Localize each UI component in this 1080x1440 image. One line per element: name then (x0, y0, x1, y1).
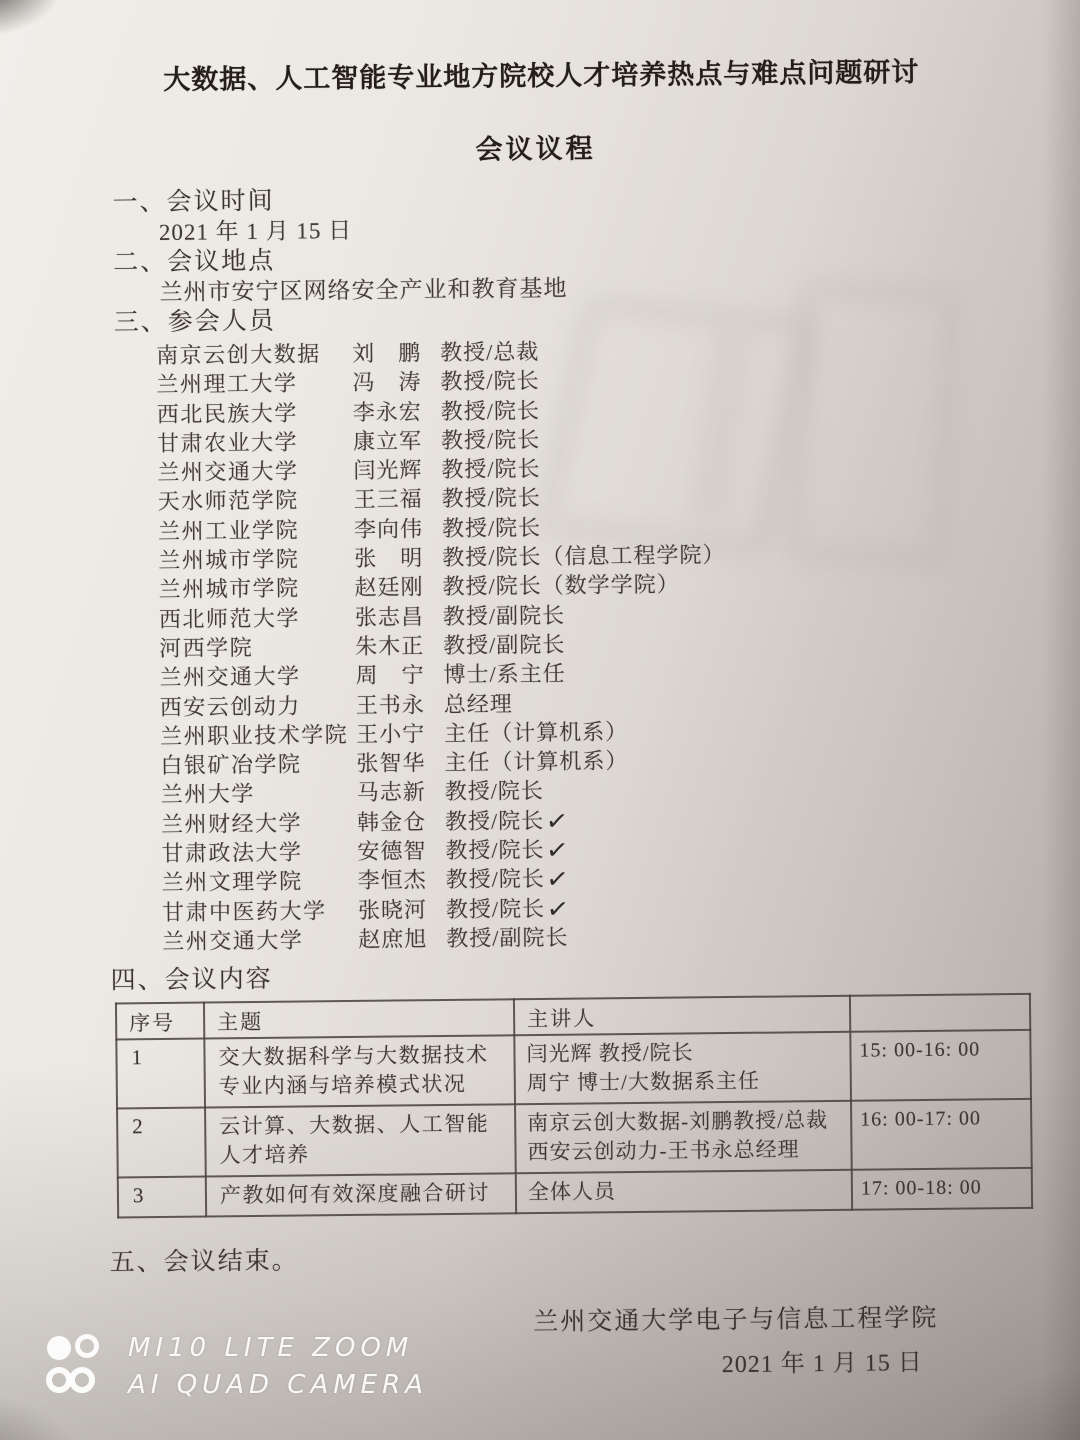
section-heading-participants: 三、参会人员 (113, 307, 276, 337)
agenda-speaker-line: 西安云创动力-王书永总经理 (527, 1137, 800, 1165)
agenda-row-speakers (516, 1170, 852, 1214)
section-heading-meeting-place: 二、会议地点 (113, 247, 276, 277)
agenda-row-no: 1 (116, 1039, 205, 1109)
participant-title: 教授/院长 (444, 807, 545, 834)
camera-watermark-text (128, 1330, 428, 1404)
participant-name: 张志昌 (354, 603, 425, 630)
signature-org: 兰州交通大学电子与信息工程学院 (533, 1305, 939, 1337)
participant-org: 西北师范大学 (158, 605, 301, 632)
agenda-speaker-line: 闫光辉 教授/院长 (526, 1040, 694, 1067)
handwritten-checkmark: ✓ (544, 863, 571, 897)
handwritten-checkmark: ✓ (544, 805, 570, 838)
section-heading-content: 四、会议内容 (110, 966, 273, 995)
participant-title: 教授/院长 (445, 866, 545, 893)
participant-title: 教授/院长 (441, 456, 541, 483)
participant-org: 兰州财经大学 (160, 810, 303, 837)
participant-name: 张 明 (354, 545, 424, 572)
participant-title: 教授/副院长 (446, 924, 569, 951)
agenda-col-time (850, 994, 1030, 1032)
agenda-row (118, 1168, 1032, 1218)
participant-title: 教授/副院长 (442, 602, 566, 629)
participant-name: 李向伟 (353, 515, 424, 542)
camera-watermark-line2: AI QUAD CAMERA (128, 1370, 428, 1400)
agenda-col-topic: 主题 (204, 1000, 514, 1039)
camera-watermark (44, 1330, 428, 1404)
agenda-speaker-line: 南京云创大数据-刘鹏教授/总裁 (527, 1108, 829, 1136)
agenda-table (115, 993, 1033, 1219)
participant-title: 教授/院长（数学学院） (442, 571, 680, 600)
participant-org: 河西学院 (159, 634, 254, 661)
participant-name: 王书永 (355, 691, 425, 718)
participant-title: 主任（计算机系） (444, 718, 629, 746)
document-subtitle: 会议议程 (475, 133, 596, 165)
participant-org: 兰州理工大学 (156, 370, 298, 398)
participant-org: 兰州城市学院 (158, 575, 300, 603)
participant-org: 天水师范学院 (157, 487, 299, 515)
agenda-topic-line: 交大数据科学与大数据技术 (218, 1042, 489, 1070)
participant-name: 马志新 (356, 779, 426, 806)
participant-name: 张晓河 (357, 896, 428, 923)
agenda-topic-line: 产教如何有效深度融合研讨 (219, 1180, 491, 1208)
participant-name: 王小宁 (356, 721, 426, 747)
participant-org: 兰州交通大学 (159, 663, 301, 691)
participant-org: 甘肃农业大学 (156, 429, 299, 456)
participant-name: 张智华 (356, 750, 426, 777)
agenda-row-speakers (515, 1101, 852, 1174)
agenda-col-no: 序号 (116, 1003, 204, 1040)
agenda-row-no: 3 (118, 1177, 206, 1218)
participant-org: 南京云创大数据 (156, 341, 321, 368)
handwritten-checkmark: ✓ (544, 834, 570, 868)
signature-date: 2021 年 1 月 15 日 (721, 1350, 923, 1379)
participant-name: 朱木正 (355, 633, 425, 659)
participant-org: 西安云创动力 (159, 693, 301, 720)
participant-org: 甘肃政法大学 (161, 839, 303, 867)
handwritten-checkmark: ✓ (545, 893, 571, 926)
camera-watermark-line1: MI10 LITE ZOOM (128, 1333, 414, 1363)
agenda-row (117, 1099, 1032, 1178)
agenda-row-time: 16: 00-17: 00 (851, 1099, 1032, 1170)
participant-name: 周 宁 (355, 662, 425, 689)
participant-title: 教授/院长 (441, 485, 541, 512)
participant-title: 教授/院长 (444, 778, 544, 805)
participant-list (114, 332, 1022, 957)
meeting-place-value: 兰州市安宁区网络安全产业和教育基地 (159, 275, 568, 305)
participant-org: 兰州文理学院 (161, 868, 303, 896)
participant-title: 教授/总裁 (440, 338, 540, 366)
agenda-topic-line: 专业内涵与培养模式状况 (218, 1072, 467, 1099)
participant-name: 康立军 (352, 428, 423, 454)
participant-name: 李恒杰 (357, 867, 427, 894)
agenda-speaker-line: 周宁 博士/大数据系主任 (526, 1068, 761, 1096)
agenda-topic-line: 云计算、大数据、人工智能 (219, 1111, 490, 1139)
mi-quad-camera-logo (44, 1334, 106, 1398)
agenda-row-topic (204, 1036, 515, 1108)
participant-org: 兰州职业技术学院 (160, 721, 349, 749)
agenda-table-body (116, 1030, 1032, 1218)
participant-org: 兰州城市学院 (158, 546, 300, 574)
participant-title: 教授/院长 (440, 426, 541, 453)
participant-title: 总经理 (443, 690, 513, 717)
agenda-row-topic (206, 1174, 516, 1217)
agenda-row-no: 2 (117, 1108, 206, 1178)
participant-title: 教授/院长 (440, 397, 541, 424)
agenda-row-time: 17: 00-18: 00 (852, 1168, 1032, 1210)
participant-title: 教授/院长 (445, 895, 546, 922)
section-heading-meeting-time: 一、会议时间 (112, 187, 275, 217)
participant-name: 闫光辉 (353, 457, 423, 484)
participant-title: 博士/系主任 (443, 660, 566, 688)
agenda-topic-line: 人才培养 (219, 1142, 310, 1168)
participant-org: 兰州大学 (160, 781, 255, 808)
participant-org: 兰州交通大学 (162, 927, 304, 954)
document-title: 大数据、人工智能专业地方院校人才培养热点与难点问题研讨 (163, 56, 920, 95)
participant-org: 白银矿冶学院 (160, 751, 302, 779)
participant-title: 主任（计算机系） (444, 748, 629, 776)
participant-name: 安德智 (357, 838, 427, 864)
participant-title: 教授/院长 (445, 837, 545, 864)
participant-org: 西北民族大学 (156, 400, 298, 427)
participant-title: 教授/副院长 (443, 631, 566, 658)
agenda-row (116, 1030, 1031, 1109)
participant-name: 刘 鹏 (352, 340, 422, 366)
agenda-speaker-line: 全体人员 (527, 1179, 617, 1205)
participant-title: 教授/院长 (440, 368, 540, 395)
participant-name: 赵庶旭 (358, 926, 428, 952)
meeting-time-value: 2021 年 1 月 15 日 (158, 217, 353, 245)
section-heading-closing: 五、会议结束。 (109, 1247, 299, 1277)
agenda-row-time: 15: 00-16: 00 (850, 1030, 1031, 1101)
participant-name: 冯 涛 (352, 369, 422, 396)
participant-org: 兰州工业学院 (157, 517, 300, 544)
participant-name: 王三福 (353, 486, 423, 513)
participant-org: 甘肃中医药大学 (161, 897, 327, 925)
agenda-col-speaker: 主讲人 (514, 996, 850, 1036)
agenda-row-topic (205, 1105, 516, 1177)
participant-title: 教授/院长 (441, 514, 542, 541)
participant-org: 兰州交通大学 (157, 458, 299, 486)
participant-name: 赵廷刚 (354, 574, 424, 601)
participant-title: 教授/院长（信息工程学院） (442, 542, 726, 571)
agenda-row-speakers (514, 1032, 851, 1105)
participant-name: 李永宏 (352, 398, 422, 425)
participant-name: 韩金仓 (356, 808, 427, 835)
